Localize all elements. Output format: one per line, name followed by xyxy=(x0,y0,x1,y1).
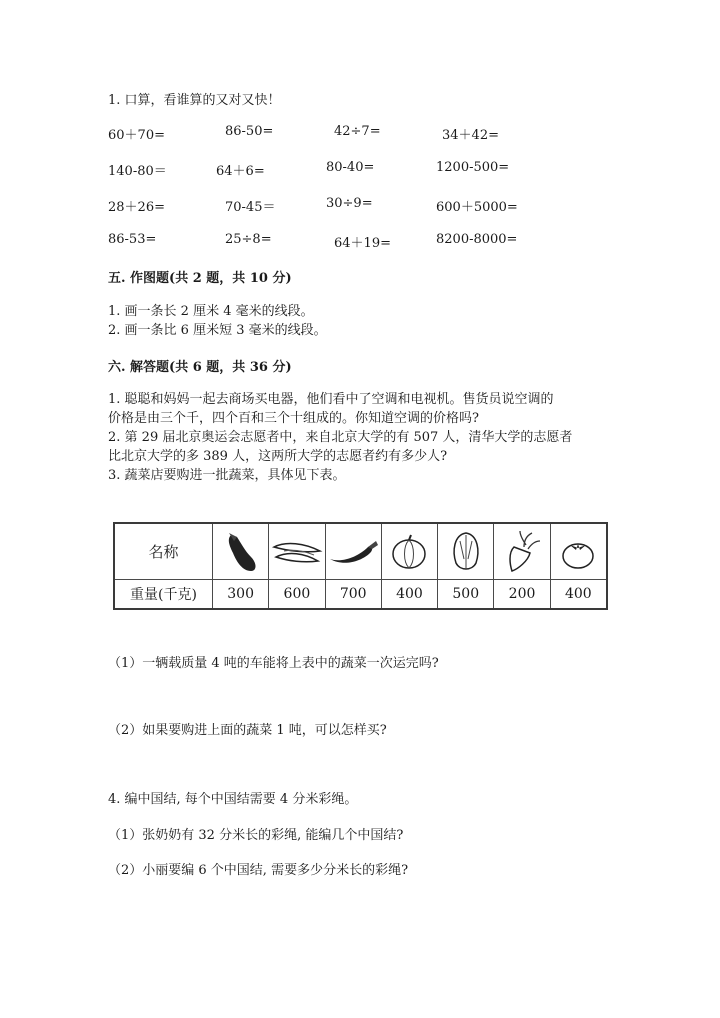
weight-radish: 200 xyxy=(508,586,536,602)
veg-col-pumpkin xyxy=(382,524,438,608)
veg-col-pea xyxy=(269,524,325,608)
pumpkin-icon xyxy=(389,532,429,572)
arith-r1-c4: 34＋42= xyxy=(442,128,499,143)
weight-pepper: 700 xyxy=(339,586,367,602)
arith-r3-c4: 600＋5000= xyxy=(436,200,518,215)
eggplant-icon xyxy=(221,529,261,575)
tomato-icon xyxy=(558,532,598,572)
weight-cabbage: 500 xyxy=(452,586,480,602)
problem3-intro: 3. 蔬菜店要购进一批蔬菜，具体见下表。 xyxy=(108,468,346,483)
vegetable-table xyxy=(113,522,608,610)
problem2-line2: 比北京大学的多 389 人，这两所大学的志愿者约有多少人? xyxy=(108,449,448,464)
q1-title: 1. 口算，看谁算的又对又快！ xyxy=(108,93,281,108)
arith-r2-c4: 1200-500= xyxy=(436,160,510,175)
arith-r1-c3: 42÷7= xyxy=(334,124,381,139)
weight-label: 重量(千克) xyxy=(130,587,197,603)
table-header-col xyxy=(115,524,213,608)
problem2-line1: 2. 第 29 届北京奥运会志愿者中，来自北京大学的有 507 人，清华大学的志愿者 xyxy=(108,430,573,445)
weight-tomato: 400 xyxy=(564,586,592,602)
problem1-line1: 1. 聪聪和妈妈一起去商场买电器，他们看中了空调和电视机。售货员说空调的 xyxy=(108,392,554,407)
section6-title: 六. 解答题(共 6 题，共 36 分) xyxy=(108,360,292,375)
section5-item-2: 2. 画一条比 6 厘米短 3 毫米的线段。 xyxy=(108,323,327,338)
weight-eggplant: 300 xyxy=(227,586,254,602)
veg-col-radish xyxy=(494,524,550,608)
weight-pumpkin: 400 xyxy=(396,586,423,602)
arith-r2-c2: 64＋6= xyxy=(216,164,265,179)
arith-r4-c1: 86-53= xyxy=(108,232,157,247)
weight-pea: 600 xyxy=(283,586,311,602)
name-label-cell xyxy=(115,524,212,580)
arith-r4-c3: 64＋19= xyxy=(334,236,391,251)
cabbage-icon xyxy=(446,529,486,575)
section5-item-1: 1. 画一条长 2 厘米 4 毫米的线段。 xyxy=(108,304,314,319)
arith-r3-c2: 70-45＝ xyxy=(225,200,276,215)
section5-title: 五. 作图题(共 2 题，共 10 分) xyxy=(108,271,292,286)
problem4-intro: 4. 编中国结, 每个中国结需要 4 分米彩绳。 xyxy=(108,792,358,807)
radish-icon xyxy=(502,529,542,575)
veg-col-tomato xyxy=(551,524,606,608)
pea-pod-icon xyxy=(270,537,324,567)
arith-r1-c1: 60＋70= xyxy=(108,128,165,143)
arith-r1-c2: 86-50= xyxy=(225,124,274,139)
weight-label-cell xyxy=(115,580,212,608)
arith-r4-c4: 8200-8000= xyxy=(436,232,518,247)
problem1-line2: 价格是由三个千，四个百和三个十组成的。你知道空调的价格吗? xyxy=(108,411,479,426)
arith-r2-c3: 80-40= xyxy=(326,160,375,175)
problem4-question1: （1）张奶奶有 32 分米长的彩绳, 能编几个中国结? xyxy=(108,828,404,843)
arith-r3-c1: 28＋26= xyxy=(108,200,165,215)
arith-r3-c3: 30÷9= xyxy=(326,196,373,211)
problem3-question2: （2）如果要购进上面的蔬菜 1 吨，可以怎样买? xyxy=(108,723,387,738)
chili-pepper-icon xyxy=(326,537,380,567)
veg-col-pepper xyxy=(326,524,382,608)
name-label: 名称 xyxy=(148,543,179,561)
problem4-question2: （2）小丽要编 6 个中国结, 需要多少分米长的彩绳? xyxy=(108,863,409,878)
veg-col-eggplant xyxy=(213,524,269,608)
arith-r4-c2: 25÷8= xyxy=(225,232,272,247)
arith-r2-c1: 140-80＝ xyxy=(108,164,167,179)
problem3-question1: （1）一辆载质量 4 吨的车能将上表中的蔬菜一次运完吗? xyxy=(108,656,439,671)
veg-col-cabbage xyxy=(438,524,494,608)
